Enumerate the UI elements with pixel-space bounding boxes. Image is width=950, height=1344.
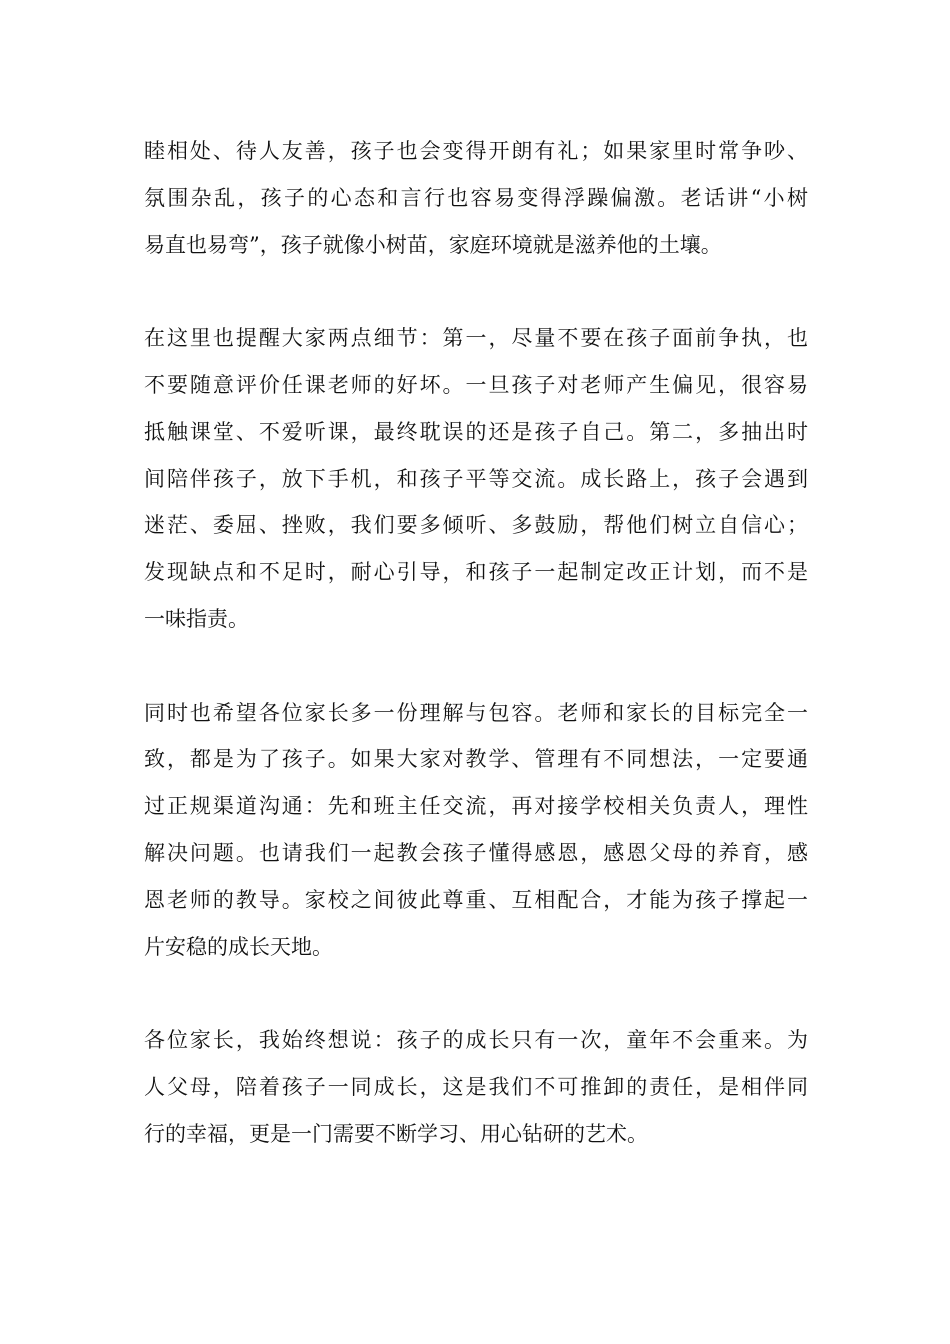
text-line: 间陪伴孩子，放下手机，和孩子平等交流。成长路上，孩子会遇到 xyxy=(144,466,808,491)
text-line: 在这里也提醒大家两点细节：第一，尽量不要在孩子面前争执，也 xyxy=(144,326,808,351)
text-line: 抵触课堂、不爱听课，最终耽误的还是孩子自己。第二，多抽出时 xyxy=(144,419,808,444)
text-line: 解决问题。也请我们一起教会孩子懂得感恩，感恩父母的养育，感 xyxy=(144,840,808,865)
text-line: 同时也希望各位家长多一份理解与包容。老师和家长的目标完全一 xyxy=(144,700,808,725)
text-line: 人父母，陪着孩子一同成长，这是我们不可推卸的责任，是相伴同 xyxy=(144,1074,808,1099)
text-line: 不要随意评价任课老师的好坏。一旦孩子对老师产生偏见，很容易 xyxy=(144,372,808,397)
text-line: 易直也易弯”，孩子就像小树苗，家庭环境就是滋养他的土壤。 xyxy=(144,232,722,257)
text-line: 行的幸福，更是一门需要不断学习、用心钻研的艺术。 xyxy=(144,1121,648,1146)
paragraph-closing xyxy=(144,1017,808,1157)
text-line: 各位家长，我始终想说：孩子的成长只有一次，童年不会重来。为 xyxy=(144,1028,808,1053)
text-line: 恩老师的教导。家校之间彼此尊重、互相配合，才能为孩子撑起一 xyxy=(144,887,808,912)
document-page xyxy=(144,128,808,1204)
paragraph-family-environment xyxy=(144,128,808,268)
text-line: 片安稳的成长天地。 xyxy=(144,934,333,959)
text-line: 致，都是为了孩子。如果大家对教学、管理有不同想法，一定要通 xyxy=(144,747,808,772)
text-line: 氛围杂乱，孩子的心态和言行也容易变得浮躁偏激。老话讲“小树 xyxy=(144,185,808,210)
paragraph-two-details xyxy=(144,315,808,643)
text-line: 发现缺点和不足时，耐心引导，和孩子一起制定改正计划，而不是 xyxy=(144,560,808,585)
text-line: 过正规渠道沟通：先和班主任交流，再对接学校相关负责人，理性 xyxy=(144,794,808,819)
text-line: 一味指责。 xyxy=(144,606,249,631)
paragraph-understanding xyxy=(144,690,808,971)
text-line: 迷茫、委屈、挫败，我们要多倾听、多鼓励，帮他们树立自信心； xyxy=(144,513,808,538)
text-line: 睦相处、待人友善，孩子也会变得开朗有礼；如果家里时常争吵、 xyxy=(144,139,808,163)
